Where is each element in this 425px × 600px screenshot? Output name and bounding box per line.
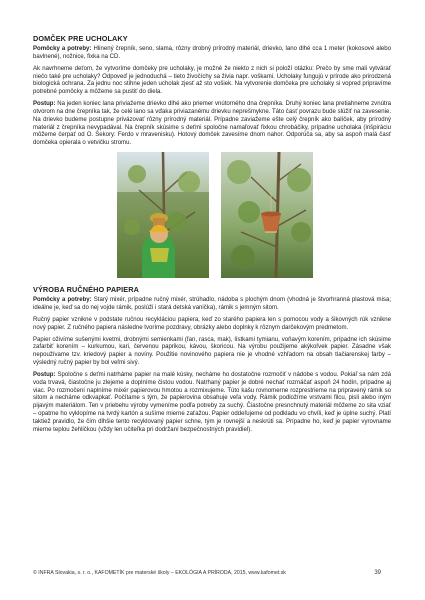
photo-hanging-pot [221,152,313,278]
paper-intro-paragraph: Ručný papier vznikne v podstate ručnou recykláciou papiera, keď zo starého papiera len s pomocou vody a šikovných rúk vznikne nový papier. Z ručného papiera následne tvoríme pozdravy, obrázky alebo doplnky k rôznym darčekovým predmetom. [33,316,391,331]
procedure-text-2: Spoločne s deťmi natrháme papier na malé kúsky, necháme ho dostatočne rozmočiť v nádobe s vodou. Pokiaľ sa nám zdá voda trvavá, čiastočne ju zlejeme a doplníme čistou vodou. Natrhaný papier je dobré nechať rozmáčať aspoň 24 hodín, prípadne aj viac. Po rozmočení naplníme mixér papierovou hmotou a rozmixujeme. Túto kašu rovnomerne rozprestrieme na pripravený rámik so sitom a necháme odkvapkať. Počítame s tým, že papierovina obsahuje veľa vody. Rámik podložíme vrstvami filcu, pisli alebo iným pijavým materiálom. Ten v priebehu výroby vymeníme podľa potreby za suchý. Čiastočne presnchnutý materiál môžeme zo sita vziať – opatrne ho vyklopíme na tvrdý kartón a sušíme mierne zaťažou. Papier oddeľujeme od podkladu vo chvíli, keď je úplne suchý. Platí taktiež pravidlo, že čím dlhšie tento recyklovaný papier schne, tým je rovnejší a neskrúti sa. Prípadne ho, keď je papier vyrovname mierne teplou žehličkou (vždy len učiteľka pri dodržaní bezpečnostných pravidiel). [33,371,391,433]
paper-decor-paragraph: Papier oživíme sušenými kvetmi, drobnými semienkami (ľan, rasca, mak), lístkami tymianu, voňavým korením, prípadne ich skúsime zafarbiť korením – kurkumou, kari, červenou paprikou, kávou, škoricou. Na výrobu použijeme akýkoľvek papier. Zásadne však nepoužívame tzv. kriedový papier a novíny. Použitie novinového papiera nie je vhodné vzhľadom na obsah tlačiarenskej farby – výsledný ručný papier by bol veľmi sivý. [33,336,391,367]
aids-paragraph-1 [33,46,391,62]
aids-text-2: Starý mixér, prípadne ručný mixér, strúhadlo, nádoba s plochým dnom (vhodná je štvorhranná plastová misa; ideálne je, keď sa do nej vojde rámik, poslúži i stará detská vanička), rámik s jemným sitom. [33,297,391,311]
section-paper [33,285,391,435]
aids-label-1: Pomôcky a potreby: [33,46,92,52]
procedure-label-1: Postup: [33,101,56,108]
page-footer [33,570,391,577]
page-number: 39 [374,570,381,576]
aids-paragraph-2 [33,297,391,313]
section-title-domcek: DOMČEK PRE UCHOLAKY [33,34,128,43]
footer-copyright: © INFRA Slovakia, s. r. o., KAFOMETÍK pre materské školy – EKOLÓGIA A PRÍRODA, 2015, www.kafomet.sk [33,570,286,576]
intro-paragraph-1: Ak navrhneme deťom, že vytvoríme domčeky pre ucholaky, je možné že niekto z nich si položí otázku: Prečo by sme mali vytvárať niečo také pre ucholaky? Odpoveď je jednoduchá – tieto živočíchy sa živia napr. voškami. Ucholaky fungujú v prírode ako prirodzená biologická ochrana. Za jednu noc stihne jeden ucholak zjesť až sto vošiek. Na vytvorenie domčeka pre ucholaky si vopred pripravíme potrebné pomôcky a môžeme sa pustiť do diela. [33,65,391,96]
photo-row [33,152,391,278]
section-title-papier: VÝROBA RUČNÉHO PAPIERA [33,285,139,295]
page-content [33,34,391,439]
procedure-paragraph-2 [33,372,391,435]
aids-label-2: Pomôcky a potreby: [33,297,92,304]
procedure-paragraph-1 [33,101,391,148]
procedure-text-1: Na jeden koniec lana priviažeme drievko dlhé ako priemer vnútorného dna črepníka. Druhý koniec lana pretiahneme zvnútra otvorom na dne črepníka tak, že celé lano sa vďaka priviazanému drievku neprešmykne. Táto časť povrazu bude slúžiť na zavesenie. Na drievko budeme postupne privázovať rôzny prírodný materiál. Prípadne zaviažeme ešte celý črepník ako balíček, aby prírodný materiál z črepníka nevypadával. Na črepník skúsime s deťmi spoločne namaľovať fixkou chrobáčiky, prípadne ucholaka (inšpiráciu môžeme čerpať od O. Sekory: Ferdo v mravenisku). Hotový domček zavesíme dnom nahor. Odporúča sa, aby sa aspoň malá časť domčeka opierala o vetvičku stromu. [33,101,391,147]
photo-child-with-pot [117,152,209,278]
aids-text-1: Hlinený črepník, seno, slama, rôzny drobný prírodný materiál, drievko, lano dlhé cca 1 meter (kokosové alebo bavlnené), nožnice, fixka na CD. [33,46,391,60]
procedure-label-2: Postup: [33,371,56,378]
